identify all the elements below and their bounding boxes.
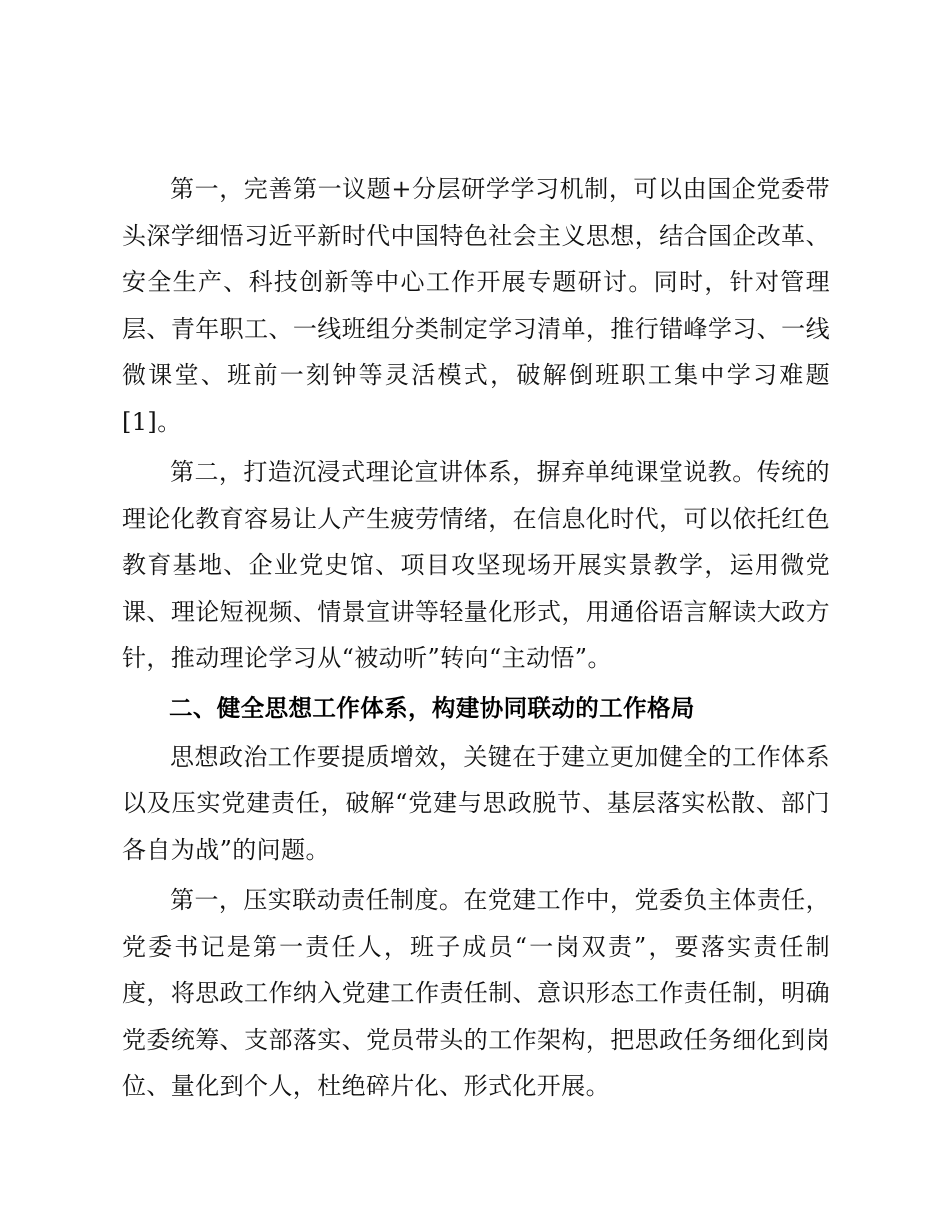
- paragraph-immersive-lecture-system: 第二，打造沉浸式理论宣讲体系，摒弃单纯课堂说教。传统的理论化教育容易让人产生疲劳情绪，在信息化时代，可以依托红色教育基地、企业党史馆、项目攻坚现场开展实景教学，运用微党课、理论短视频、情景宣讲等轻量化形式，用通俗语言解读大政方针，推动理论学习从“被动听”转向“主动悟”。: [122, 458, 830, 672]
- document-body: [122, 166, 830, 1114]
- section-heading-2: 二、健全思想工作体系，构建协同联动的工作格局: [169, 693, 695, 722]
- paragraph-first-study-mechanism: 第一，完善第一议题+分层研学学习机制，可以由国企党委带头深学细悟习近平新时代中国特色社会主义思想，结合国企改革、安全生产、科技创新等中心工作开展专题研讨。同时，针对管理层、青年职工、一线班组分类制定学习清单，推行错峰学习、一线微课堂、班前一刻钟等灵活模式，破解倒班职工集中学习难题[1]。: [122, 175, 830, 436]
- paragraph-linked-responsibility: 第一，压实联动责任制度。在党建工作中，党委负主体责任，党委书记是第一责任人，班子成员“一岗双责”，要落实责任制度，将思政工作纳入党建工作责任制、意识形态工作责任制，明确党委统筹、支部落实、党员带头的工作架构，把思政任务细化到岗位、量化到个人，杜绝碎片化、形式化开展。: [122, 886, 830, 1100]
- paragraph-section-2-intro: 思想政治工作要提质增效，关键在于建立更加健全的工作体系以及压实党建责任，破解“党建与思政脱节、基层落实松散、部门各自为战”的问题。: [122, 742, 830, 864]
